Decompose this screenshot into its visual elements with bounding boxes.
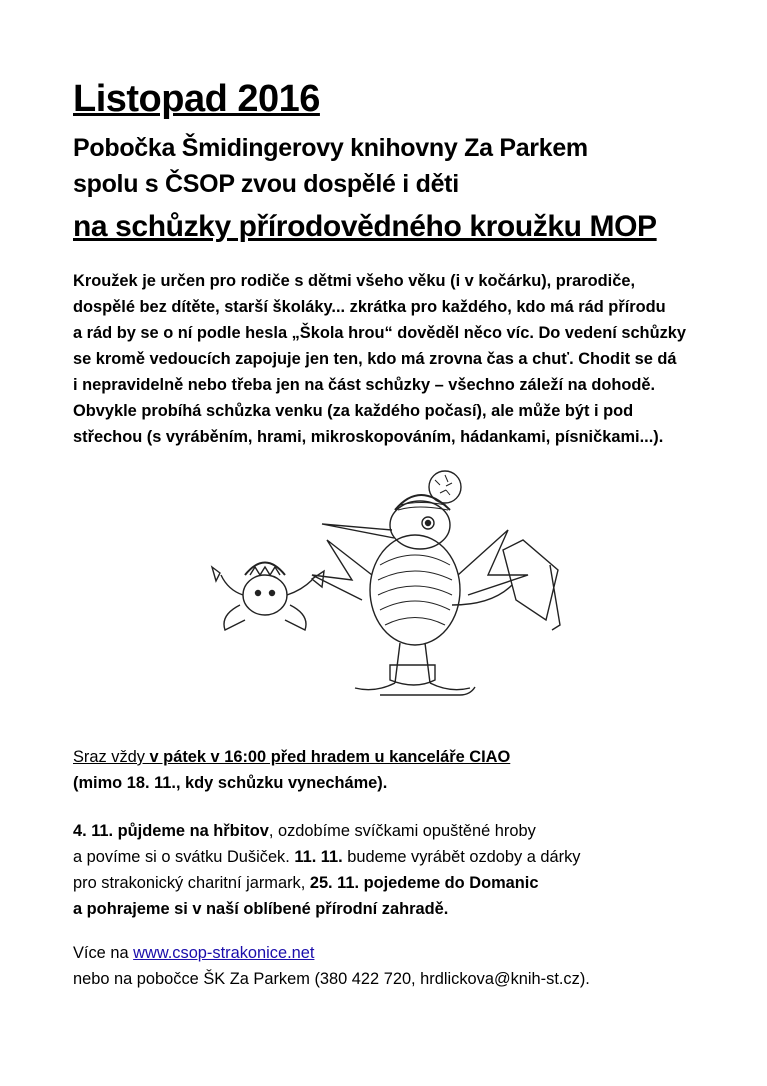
- program-text: , ozdobíme svíčkami opuštěné hroby: [268, 822, 536, 840]
- meeting-prefix: Sraz vždy: [73, 748, 150, 766]
- contact-line: nebo na pobočce ŠK Za Parkem (380 422 720, hrdlickova@knih-st.cz).: [73, 970, 590, 988]
- meeting-time-place: v pátek v 16:00 před hradem u kanceláře CIAO: [149, 748, 511, 766]
- program-list: [73, 818, 581, 922]
- more-info-prefix: Více na: [73, 944, 134, 962]
- subtitle-invitation: spolu s ČSOP zvou dospělé i děti: [73, 170, 459, 198]
- intro-line: a rád by se o ní podle hesla „Škola hrou“ dověděl něco víc. Do vedení schůzky: [73, 324, 687, 342]
- skating-birds-illustration: [200, 455, 600, 725]
- small-bird-drawing: [212, 563, 324, 631]
- subtitle-club: na schůzky přírodovědného kroužku MOP: [73, 210, 657, 243]
- intro-line: dospělé bez dítěte, starší školáky... zkrátka pro každého, kdo má rád přírodu: [73, 298, 666, 316]
- website-link[interactable]: www.csop-strakonice.net: [133, 944, 315, 962]
- intro-line: se kromě vedoucích zapojuje jen ten, kdo má zrovna čas a chuť. Chodit se dá: [73, 350, 677, 368]
- program-date: 25. 11. pojedeme do Domanic: [309, 874, 539, 892]
- program-text: budeme vyrábět ozdoby a dárky: [342, 848, 581, 866]
- meeting-info: [73, 744, 510, 796]
- program-text: a povíme si o svátku Dušiček.: [73, 848, 295, 866]
- page-title: Listopad 2016: [73, 78, 320, 120]
- meeting-line: [73, 744, 510, 770]
- more-info: [73, 940, 590, 992]
- program-line: a pohrajeme si v naší oblíbené přírodní zahradě.: [73, 900, 449, 918]
- more-info-line: [73, 940, 590, 966]
- program-date: 4. 11. půjdeme na hřbitov: [73, 822, 269, 840]
- program-line: [73, 844, 581, 870]
- program-date: 11. 11.: [294, 848, 343, 866]
- large-bird-drawing: [312, 471, 560, 695]
- intro-line: i nepravidelně nebo třeba jen na část schůzky – všechno záleží na dohodě.: [73, 376, 656, 394]
- intro-line: střechou (s vyráběním, hrami, mikroskopováním, hádankami, písničkami...).: [73, 428, 664, 446]
- intro-line: Kroužek je určen pro rodiče s dětmi všeho věku (i v kočárku), prarodiče,: [73, 272, 636, 290]
- intro-line: Obvykle probíhá schůzka venku (za každého počasí), ale může být i pod: [73, 402, 634, 420]
- intro-paragraph: [73, 268, 713, 450]
- program-line: [73, 818, 581, 844]
- program-text: pro strakonický charitní jarmark,: [73, 874, 310, 892]
- meeting-exception: (mimo 18. 11., kdy schůzku vynecháme).: [73, 774, 388, 792]
- program-line: [73, 870, 581, 896]
- subtitle-library: Pobočka Šmidingerovy knihovny Za Parkem: [73, 134, 588, 162]
